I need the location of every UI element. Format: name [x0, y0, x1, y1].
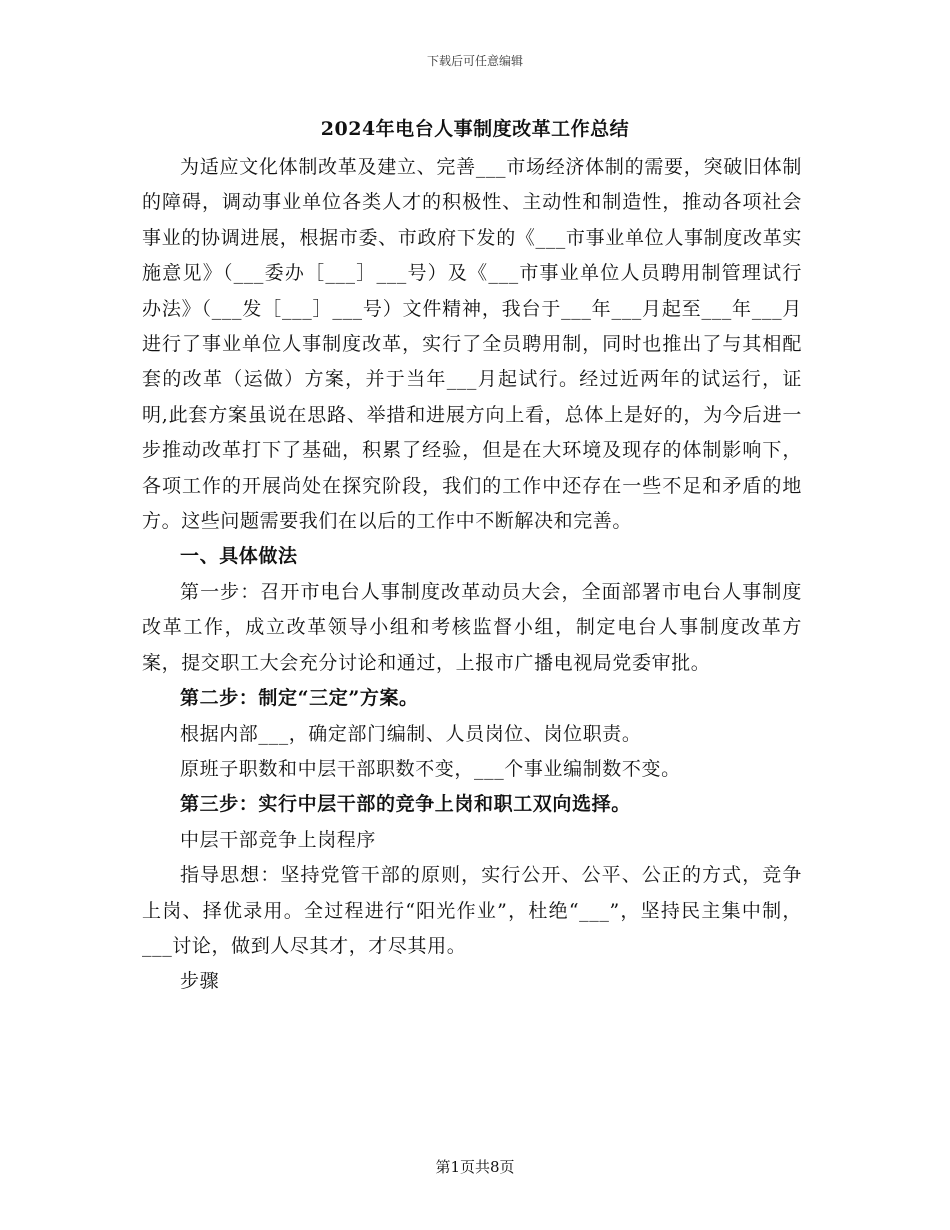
document-body: [142, 150, 802, 1000]
step-three-heading: 第三步：实行中层干部的竞争上岗和职工双向选择。: [180, 793, 631, 816]
step-two-paragraph-1: 根据内部___，确定部门编制、人员岗位、岗位职责。: [180, 722, 642, 745]
page-header-note: 下载后可任意编辑: [426, 54, 523, 68]
step-three-subtitle: 中层干部竞争上岗程序: [180, 828, 377, 851]
guiding-principle-paragraph: 指导思想：坚持党管干部的原则，实行公开、公平、公正的方式，竞争上岗、择优录用。全过程进行“阳光作业”，杜绝“___”，坚持民主集中制，___讨论，做到人尽其才，才尽其用。: [142, 864, 802, 957]
page-number-footer: 第1页共8页: [435, 1158, 515, 1176]
section-heading-specific-methods: 一、具体做法: [180, 545, 298, 568]
step-one-paragraph: 第一步：召开市电台人事制度改革动员大会，全面部署市电台人事制度改革工作，成立改革领导小组和考核监督小组，制定电台人事制度改革方案，提交职工大会充分讨论和通过，上报市广播电视局党委审批。: [142, 580, 802, 674]
step-two-heading: 第二步：制定“三定”方案。: [180, 687, 419, 710]
steps-label: 步骤: [180, 970, 220, 993]
step-two-paragraph-2: 原班子职数和中层干部职数不变，___个事业编制数不变。: [180, 757, 681, 780]
intro-paragraph: 为适应文化体制改革及建立、完善___市场经济体制的需要，突破旧体制的障碍，调动事业单位各类人才的积极性、主动性和制造性，推动各项社会事业的协调进展，根据市委、市政府下发的《___市事业单位人事制度改革实施意见》（___委办［___］___号）及《___市事业单位人员聘用制管理试行办法》（___发［___］___号）文件精神，我台于___年___月起至___年___月进行了事业单位人事制度改革，实行了全员聘用制，同时也推出了与其相配套的改革（运做）方案，并于当年___月起试行。经过近两年的试运行，证明,此套方案虽说在思路、举措和进展方向上看，总体上是好的，为今后进一步推动改革打下了基础，积累了经验，但是在大环境及现存的体制影响下，各项工作的开展尚处在探究阶段，我们的工作中还存在一些不足和矛盾的地方。这些问题需要我们在以后的工作中不断解决和完善。: [142, 156, 802, 533]
document-title: 2024年电台人事制度改革工作总结: [320, 118, 630, 140]
